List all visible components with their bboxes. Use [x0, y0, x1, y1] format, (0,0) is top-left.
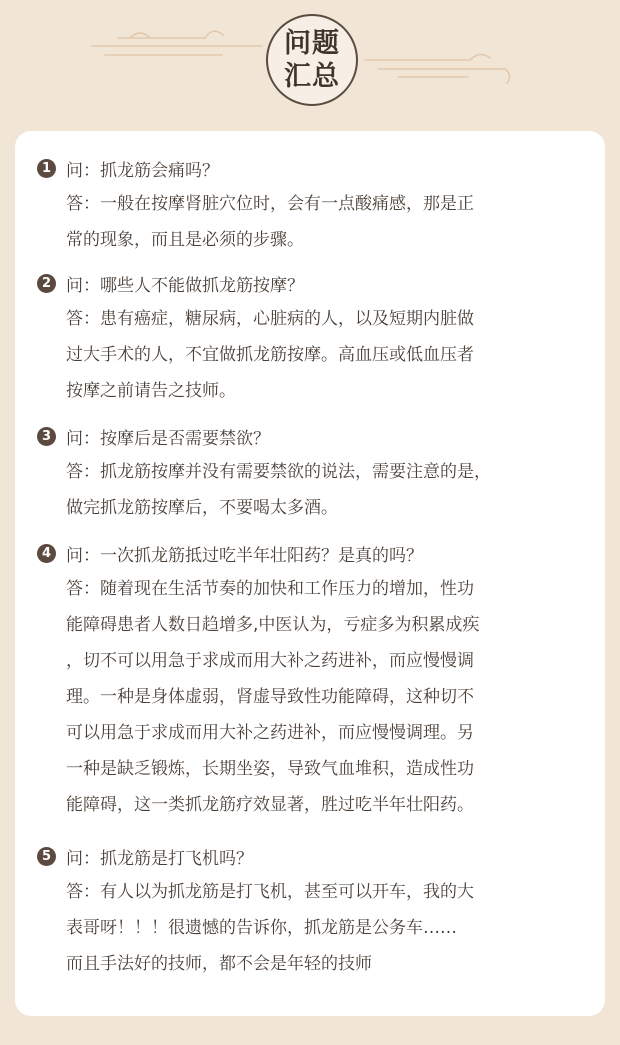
faq-card	[15, 131, 605, 1016]
page-title-line2: 汇总	[284, 61, 340, 92]
item-number-badge: 3	[37, 427, 56, 446]
answer-text: 答：随着现在生活节奏的加快和工作压力的增加，性功 能障碍患者人数日趋增多,中医认为，亏症多为积累成疾 ，切不可以用急于求成而用大补之药进补，而应慢慢调 理。一种是身体虚弱，肾虚导致性功能障碍，这种切不 可以用急于求成而用大补之药进补，而应慢慢调理。另 一种是缺乏锻炼，长期坐姿，导致气血堆积，造成性功 能障碍，这一类抓龙筋疗效显著，胜过吃半年壮阳药。	[66, 579, 480, 815]
question-text: 问：抓龙筋会痛吗？	[66, 160, 219, 181]
answer-text: 答：一般在按摩肾脏穴位时，会有一点酸痛感，那是正 常的现象，而且是必须的步骤。	[66, 194, 474, 250]
answer-text: 答：患有癌症，糖尿病，心脏病的人，以及短期内脏做 过大手术的人，不宜做抓龙筋按摩。高血压或低血压者 按摩之前请告之技师。	[66, 309, 474, 401]
item-number-badge: 1	[37, 159, 56, 178]
question-text: 问：哪些人不能做抓龙筋按摩？	[66, 275, 304, 296]
faq-item	[37, 838, 577, 982]
faq-item	[37, 418, 577, 526]
question-text: 问：一次抓龙筋抵过吃半年壮阳药？是真的吗？	[66, 545, 423, 566]
title-badge	[266, 14, 358, 106]
answer-text: 答：抓龙筋按摩并没有需要禁欲的说法，需要注意的是， 做完抓龙筋按摩后，不要喝太多酒。	[66, 462, 491, 518]
faq-item	[37, 535, 577, 823]
faq-item	[37, 150, 577, 258]
question-text: 问：按摩后是否需要禁欲？	[66, 428, 270, 449]
page-title-line1: 问题	[284, 28, 340, 59]
answer-text: 答：有人以为抓龙筋是打飞机，甚至可以开车，我的大 表哥呀！！！很遗憾的告诉你，抓龙筋是公务车…… 而且手法好的技师，都不会是年轻的技师	[66, 882, 474, 974]
faq-item	[37, 265, 577, 409]
item-number-badge: 2	[37, 274, 56, 293]
question-text: 问：抓龙筋是打飞机吗？	[66, 848, 253, 869]
item-number-badge: 4	[37, 544, 56, 563]
header	[0, 0, 620, 132]
item-number-badge: 5	[37, 847, 56, 866]
